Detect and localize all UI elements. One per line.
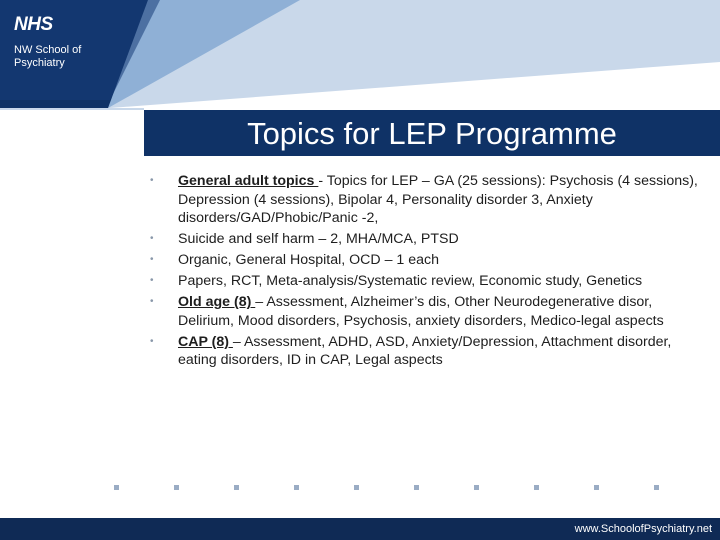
bullet-dot: •: [150, 275, 154, 287]
topic-text: Organic, General Hospital, OCD – 1 each: [178, 252, 440, 269]
dot-row: [114, 485, 659, 490]
divider-dot: [414, 485, 419, 490]
divider-dot: [654, 485, 659, 490]
divider-dot: [174, 485, 179, 490]
left-strip: [0, 108, 144, 110]
topic-text: Papers, RCT, Meta-analysis/Systematic review, Economic study, Genetics: [178, 273, 643, 290]
topic-list: [150, 172, 702, 373]
slide-title: Topics for LEP Programme: [247, 116, 617, 151]
divider-dot: [294, 485, 299, 490]
footer-url[interactable]: www.SchoolofPsychiatry.net: [574, 523, 712, 535]
divider-dot: [594, 485, 599, 490]
bullet-dot: •: [150, 254, 154, 266]
divider-dot: [234, 485, 239, 490]
topic-text: – Assessment, Alzheimer’s dis, Other Neurodegenerative disor, Delirium, Mood disorders, Psychosis, anxiety disorders, Medico-legal aspects: [178, 294, 664, 329]
divider-dot: [354, 485, 359, 490]
topic-heading: Old age (8): [178, 294, 256, 311]
divider-dot: [474, 485, 479, 490]
topic-heading: General adult topics: [178, 173, 319, 189]
topic-text: Suicide and self harm – 2, MHA/MCA, PTSD: [178, 231, 459, 248]
topic-text: - Topics for LEP – GA (25 sessions): Psychosis (4 sessions), Depression (4 sessions), Bipolar 4, Personality disorder 3, Anxiety disorders/GAD/Phobic/Panic -2,: [178, 173, 698, 226]
title-bar: [144, 110, 720, 156]
bullet-dot: •: [150, 233, 154, 245]
nhs-logo: NHS: [14, 14, 53, 35]
bullet-dot: •: [150, 175, 154, 186]
topic-item-suicide: [150, 230, 702, 249]
footer-bar: [0, 518, 720, 540]
topic-item-cap: [150, 333, 702, 370]
divider-dot: [534, 485, 539, 490]
bullet-dot: •: [150, 296, 154, 308]
topic-item-organic: [150, 251, 702, 270]
topic-item-old-age: [150, 293, 702, 330]
bullet-dot: •: [150, 335, 154, 347]
topic-heading: CAP (8): [178, 333, 233, 350]
divider-dot: [114, 485, 119, 490]
topic-item-papers: [150, 272, 702, 291]
topic-text: – Assessment, ADHD, ASD, Anxiety/Depression, Attachment disorder, eating disorders, ID in CAP, Legal aspects: [178, 333, 672, 369]
topic-item-general-adult: [150, 172, 702, 228]
org-name: NW School of Psychiatry: [14, 44, 82, 69]
